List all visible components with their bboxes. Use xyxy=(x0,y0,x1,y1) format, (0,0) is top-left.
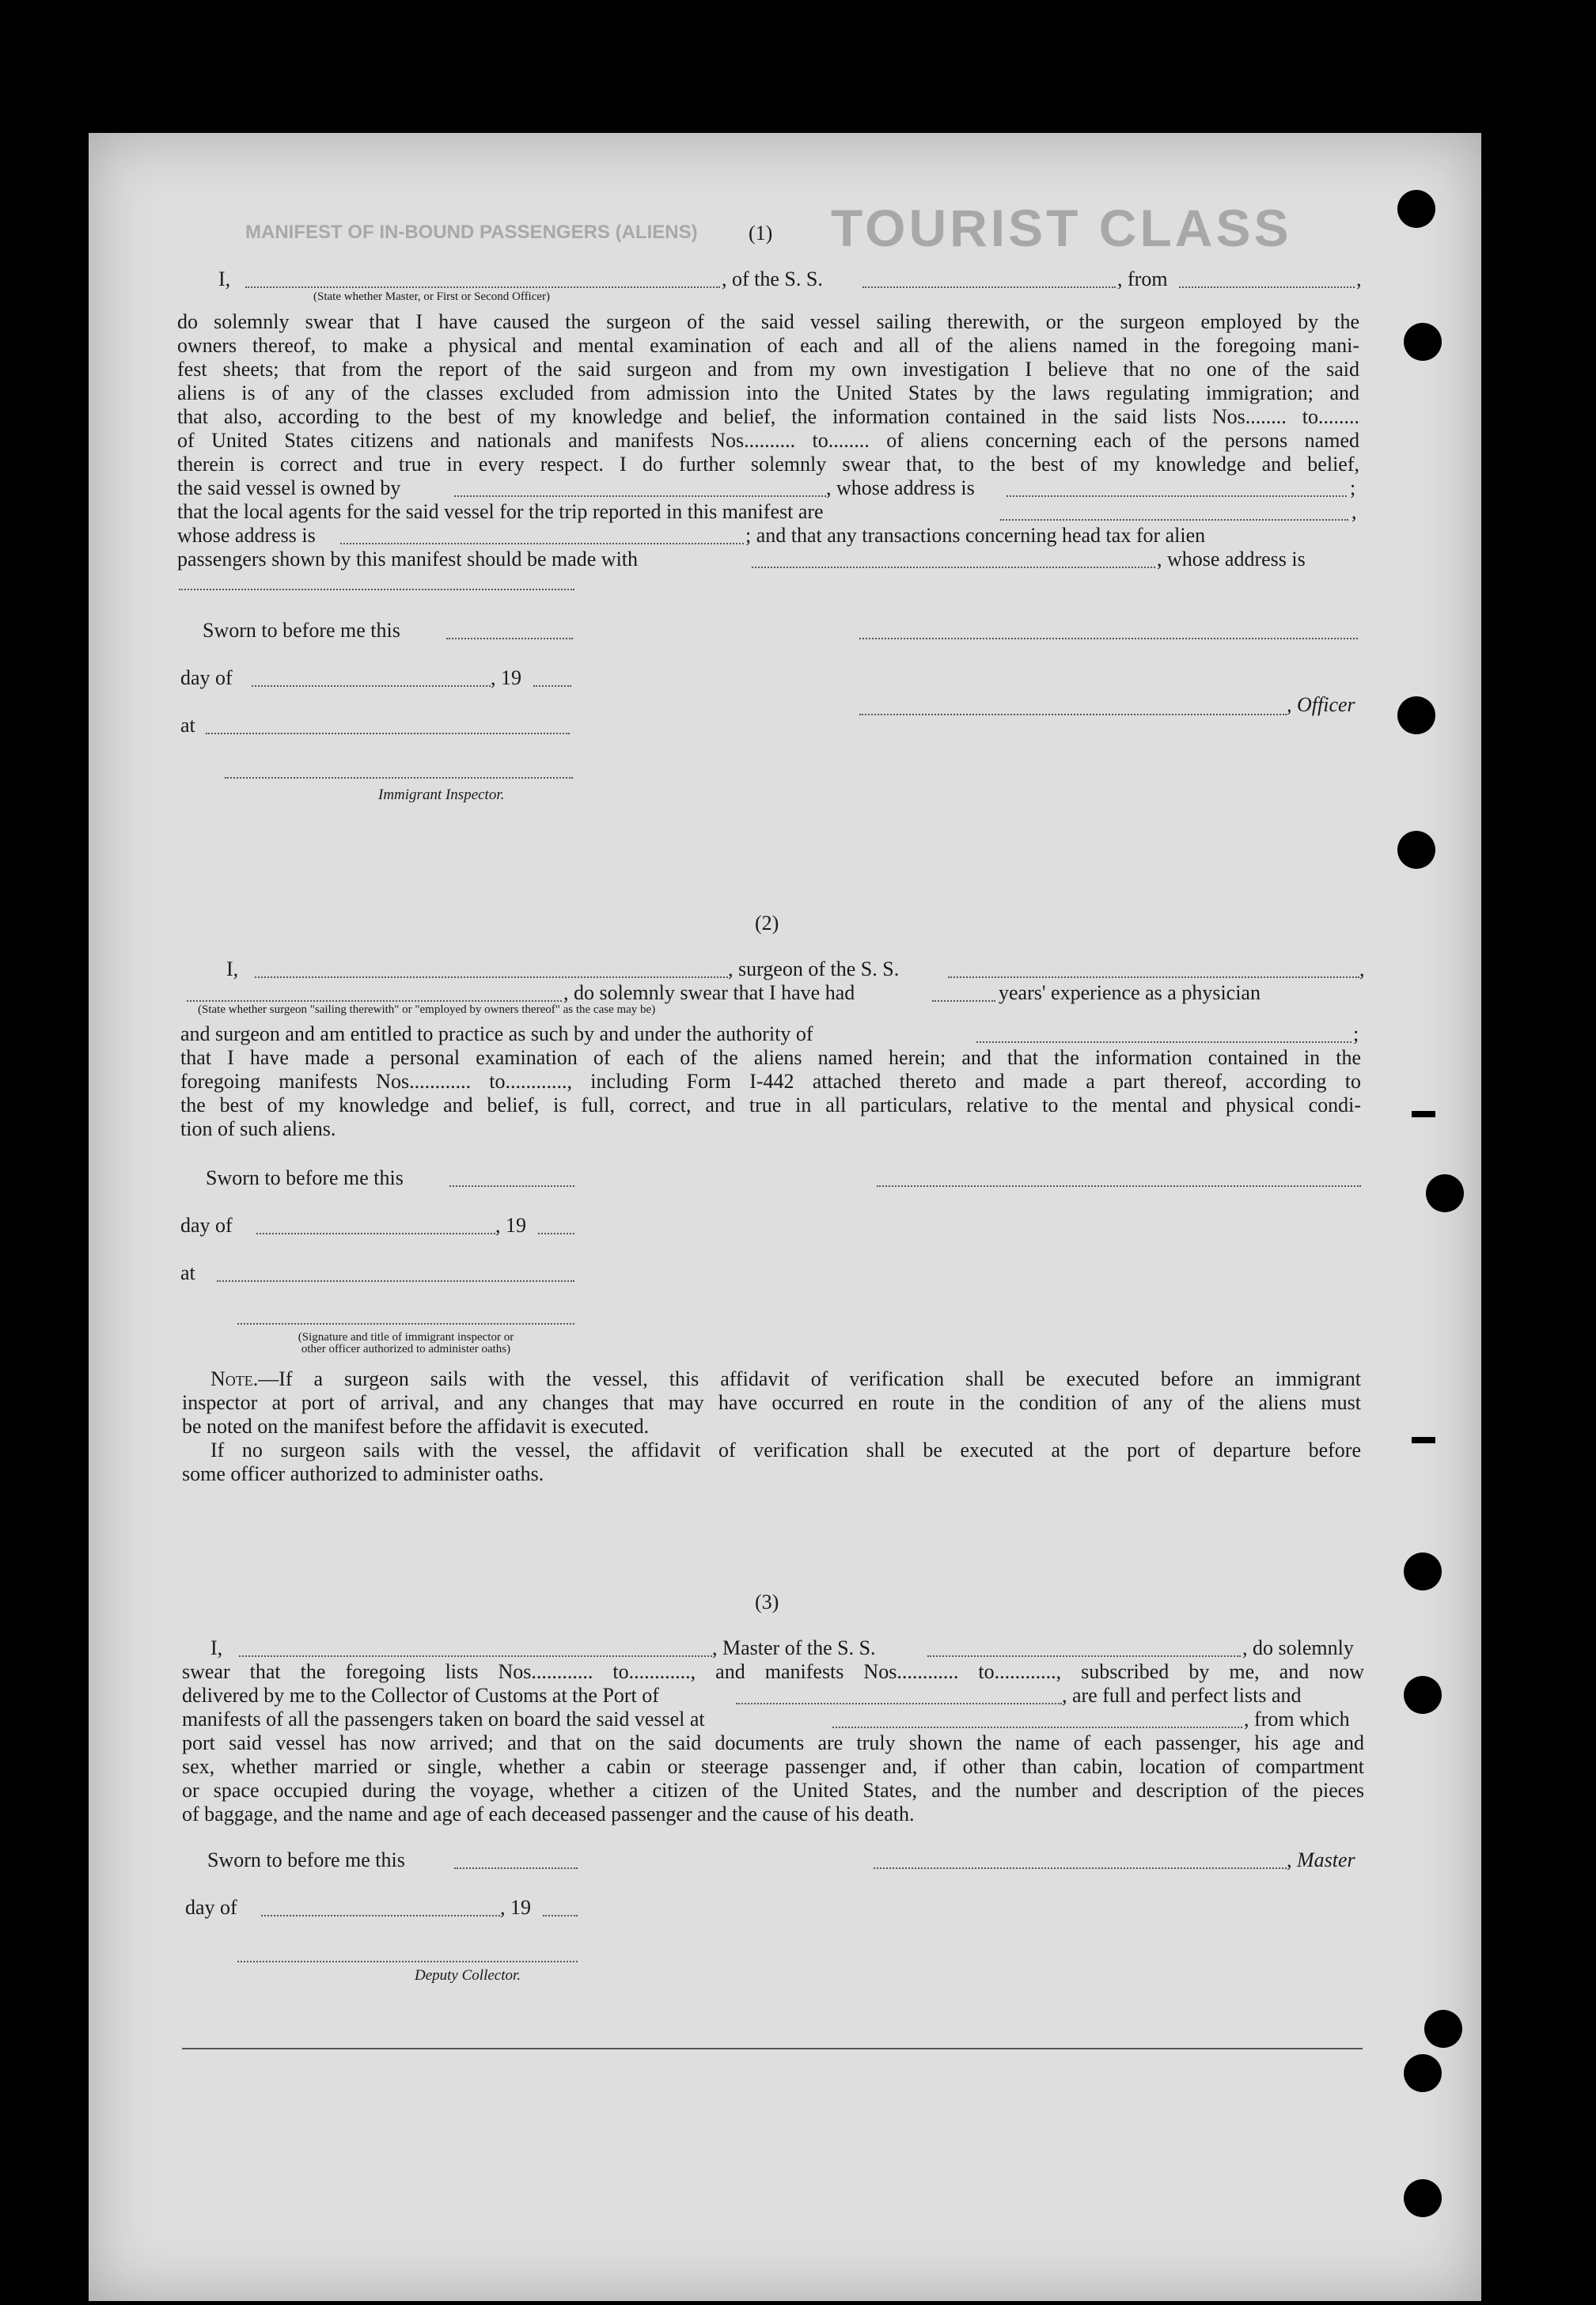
inspector-label: Immigrant Inspector. xyxy=(378,787,505,803)
text: day of xyxy=(185,1896,237,1919)
text: foregoing manifests Nos............ to............, including Form I-442 attached thereto and made a part thereof, according to xyxy=(180,1070,1361,1093)
text: , do solemnly swear that I have had xyxy=(563,981,855,1004)
blank-line xyxy=(454,1867,578,1869)
text: If no surgeon sails with the vessel, the affidavit of verification shall be executed at the port of departure before xyxy=(210,1439,1361,1461)
text: , xyxy=(1359,957,1365,980)
binder-hole xyxy=(1424,2010,1462,2048)
signature-line xyxy=(859,714,1287,715)
signature-line xyxy=(225,777,573,779)
caption: (Signature and title of immigrant inspector or xyxy=(298,1331,514,1344)
blank-line xyxy=(261,1915,500,1916)
text: of United States citizens and nationals and manifests Nos.......... to........ of aliens concerning each of the persons named xyxy=(177,429,1359,452)
note-line xyxy=(210,1367,1361,1391)
note-label: Note. xyxy=(210,1367,259,1390)
blank-line xyxy=(533,685,571,687)
blank-line xyxy=(543,1915,578,1916)
text: and surgeon and am entitled to practice as such by and under the authority of xyxy=(180,1022,813,1045)
blank-line xyxy=(1007,495,1347,497)
text: swear that the foregoing lists Nos............ to............, and manifests Nos............ to............, subscribed by me, and now xyxy=(182,1660,1364,1683)
text: day of xyxy=(180,666,233,689)
text: , do solemnly xyxy=(1242,1636,1354,1659)
margin-mark xyxy=(1412,1437,1435,1443)
blank-line xyxy=(340,543,744,544)
text: the best of my knowledge and belief, is full, correct, and true in all particulars, relative to the mental and physical condi- xyxy=(180,1094,1361,1116)
text: ; xyxy=(1350,476,1356,499)
text: , surgeon of the S. S. xyxy=(728,957,900,980)
text: or space occupied during the voyage, whether a citizen of the United States, and the number and description of the pieces xyxy=(182,1779,1364,1802)
text: , of the S. S. xyxy=(722,267,823,290)
text: some officer authorized to administer oaths. xyxy=(182,1462,544,1485)
officer-label: , Officer xyxy=(1287,693,1355,716)
text: , whose address is xyxy=(826,476,975,499)
signature-line xyxy=(874,1867,1287,1869)
text: day of xyxy=(180,1214,233,1237)
binder-hole xyxy=(1397,190,1435,228)
blank-line xyxy=(206,733,570,734)
text: owners thereof, to make a physical and mental examination of each and all of the aliens named in the foregoing mani- xyxy=(177,334,1359,357)
text: therein is correct and true in every respect. I do further solemnly swear that, to the best of my knowledge and belief, xyxy=(177,453,1359,476)
binder-hole xyxy=(1404,1552,1442,1590)
text: , Master of the S. S. xyxy=(712,1636,876,1659)
blank-line xyxy=(179,589,574,590)
text: inspector at port of arrival, and any changes that may have occurred en route in the condition of any of the aliens must xyxy=(182,1391,1361,1414)
text: that I have made a personal examination of each of the aliens named herein; and that the information contained in the xyxy=(180,1046,1361,1069)
text: manifests of all the passengers taken on board the said vessel at xyxy=(182,1708,705,1731)
caption: (State whether surgeon "sailing therewith" or "employed by owners thereof" as the case may be) xyxy=(198,1003,656,1016)
text: Sworn to before me this xyxy=(203,619,400,642)
text: whose address is xyxy=(177,524,316,547)
text: sex, whether married or single, whether a cabin or steerage passenger and, if other than cabin, location of compartment xyxy=(182,1755,1364,1778)
text: I, xyxy=(218,267,231,290)
blank-line xyxy=(449,1185,574,1187)
blank-line xyxy=(538,1233,574,1234)
caption: (State whether Master, or First or Second Officer) xyxy=(313,290,551,303)
text: , 19 xyxy=(500,1896,531,1919)
text: Sworn to before me this xyxy=(207,1848,405,1871)
text: ; xyxy=(1353,1022,1359,1045)
blank-line xyxy=(252,685,491,687)
text: fest sheets; that from the report of the said surgeon and from my own investigation I believe that no one of the said xyxy=(177,358,1359,381)
blank-line xyxy=(736,1703,1062,1704)
caption: other officer authorized to administer oaths) xyxy=(301,1343,511,1355)
faded-manifest-title: MANIFEST OF IN-BOUND PASSENGERS (ALIENS) xyxy=(245,222,698,243)
bottom-rule xyxy=(182,2048,1363,2049)
text: ; and that any transactions concerning head tax for alien xyxy=(745,524,1206,547)
blank-line xyxy=(217,1280,574,1282)
blank-line xyxy=(976,1041,1351,1043)
blank-line xyxy=(256,1233,495,1234)
blank-line xyxy=(255,976,728,978)
text: at xyxy=(180,1261,195,1284)
margin-mark xyxy=(1412,1111,1435,1117)
blank-line xyxy=(245,286,720,288)
blank-line xyxy=(454,495,826,497)
section-2-number: (2) xyxy=(755,912,779,935)
text: , from which xyxy=(1244,1708,1350,1731)
blank-line xyxy=(932,1000,995,1002)
text: delivered by me to the Collector of Customs at the Port of xyxy=(182,1684,659,1707)
text: Sworn to before me this xyxy=(206,1166,404,1189)
binder-hole xyxy=(1426,1174,1464,1212)
text: , whose address is xyxy=(1157,548,1306,571)
text: tion of such aliens. xyxy=(180,1117,336,1140)
blank-line xyxy=(862,286,1116,288)
blank-line xyxy=(927,1655,1241,1657)
binder-hole xyxy=(1397,696,1435,734)
binder-hole xyxy=(1397,831,1435,869)
faded-class-stamp: TOURIST CLASS xyxy=(831,199,1292,257)
blank-line xyxy=(752,567,1155,568)
binder-hole xyxy=(1404,2054,1442,2092)
blank-line xyxy=(1000,519,1348,521)
text: that the local agents for the said vessel for the trip reported in this manifest are xyxy=(177,500,824,523)
blank-line xyxy=(1179,286,1355,288)
text: that also, according to the best of my knowledge and belief, the information contained in the said lists Nos........ to........ xyxy=(177,405,1359,428)
binder-hole xyxy=(1404,2179,1442,2217)
text: I, xyxy=(226,957,239,980)
text: years' experience as a physician xyxy=(999,981,1260,1004)
text: the said vessel is owned by xyxy=(177,476,401,499)
blank-line xyxy=(832,1727,1242,1728)
text: port said vessel has now arrived; and that on the said documents are truly shown the name of each passenger, his age and xyxy=(182,1731,1364,1754)
text: I, xyxy=(210,1636,223,1659)
text: —If a surgeon sails with the vessel, this affidavit of verification shall be executed before an immigrant xyxy=(258,1367,1361,1390)
blank-line xyxy=(187,1000,562,1002)
blank-line xyxy=(446,638,573,639)
text: , from xyxy=(1117,267,1168,290)
text: be noted on the manifest before the affidavit is executed. xyxy=(182,1415,650,1438)
text: do solemnly swear that I have caused the surgeon of the said vessel sailing therewith, or the surgeon employed by the xyxy=(177,310,1359,333)
text: , 19 xyxy=(495,1214,526,1237)
text: , xyxy=(1351,500,1357,523)
binder-hole xyxy=(1404,1676,1442,1714)
blank-line xyxy=(239,1655,712,1657)
binder-hole xyxy=(1404,323,1442,361)
text: , xyxy=(1356,267,1362,290)
signature-line xyxy=(877,1185,1361,1187)
blank-line xyxy=(948,976,1359,978)
section-1-number: (1) xyxy=(749,222,773,245)
master-label: , Master xyxy=(1287,1848,1355,1871)
section-3-number: (3) xyxy=(755,1590,779,1613)
signature-line xyxy=(859,638,1358,639)
deputy-label: Deputy Collector. xyxy=(415,1967,521,1984)
signature-line xyxy=(237,1961,578,1962)
text: , 19 xyxy=(491,666,521,689)
text: of baggage, and the name and age of each deceased passenger and the cause of his death. xyxy=(182,1803,915,1825)
signature-line xyxy=(237,1323,574,1325)
text: passengers shown by this manifest should be made with xyxy=(177,548,639,571)
text: aliens is of any of the classes excluded from admission into the United States by the laws regulating immigration; and xyxy=(177,381,1359,404)
text: at xyxy=(180,714,195,737)
text: , are full and perfect lists and xyxy=(1062,1684,1302,1707)
